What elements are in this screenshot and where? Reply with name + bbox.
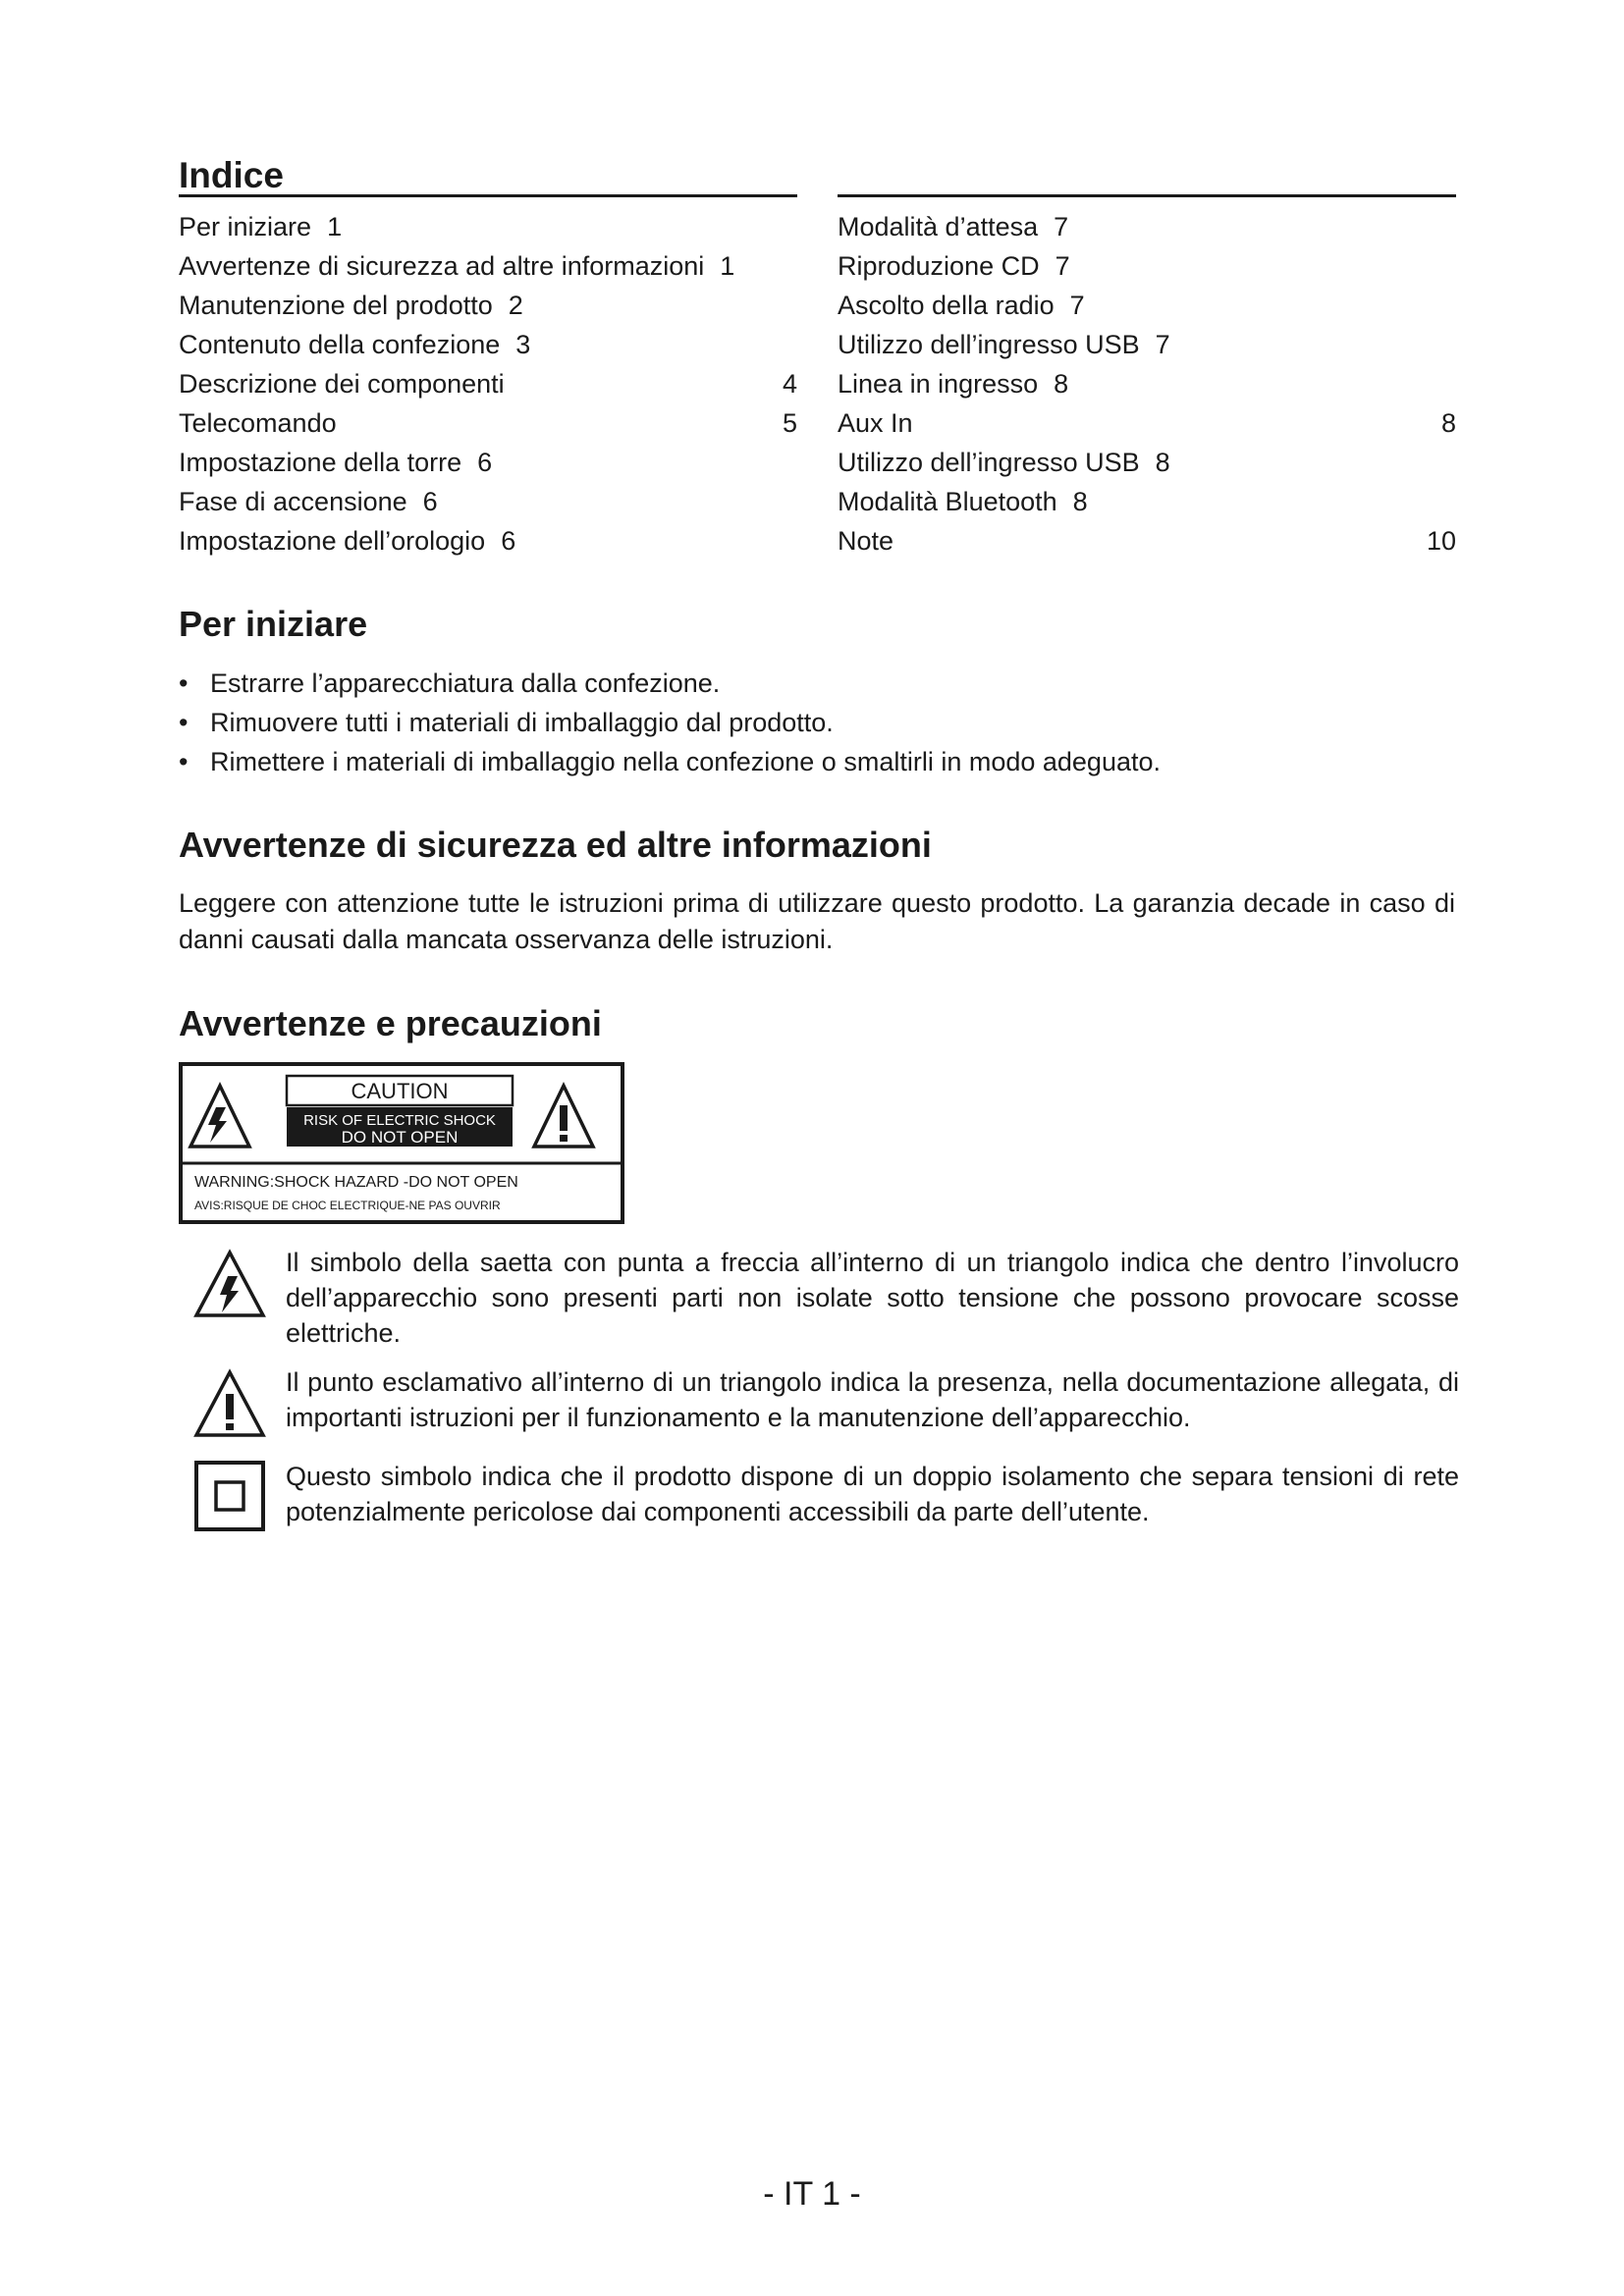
toc-entry: Contenuto della confezione 3 [179, 330, 531, 359]
toc-entry: Per iniziare 1 [179, 212, 343, 241]
page-number: - IT 1 - [763, 2175, 861, 2213]
symbol-row-exclamation [192, 1364, 1459, 1435]
avis-text: AVIS:RISQUE DE CHOC ELECTRIQUE-NE PAS OUVRIR [194, 1199, 501, 1212]
do-not-open-text: DO NOT OPEN [341, 1128, 459, 1147]
risk-text: RISK OF ELECTRIC SHOCK [303, 1112, 496, 1129]
toc-entry: Manutenzione del prodotto 2 [179, 291, 523, 320]
caution-label [179, 1062, 624, 1224]
lightning-triangle-icon [192, 1245, 267, 1319]
symbol-description: Il punto esclamativo all’interno di un triangolo indica la presenza, nella documentazione allegata, di importanti istruzioni per il funzionamento e la manutenzione dell’apparecchio. [286, 1367, 1459, 1432]
toc-entry: Impostazione dell’orologio 6 [179, 526, 516, 556]
toc-entry: Aux In 8 [838, 408, 1456, 438]
toc-entry: Modalità Bluetooth 8 [838, 487, 1088, 516]
symbol-description: Questo simbolo indica che il prodotto dispone di un doppio isolamento che separa tensioni di rete potenzialmente pericolose dai componenti accessibili da parte dell’utente. [286, 1462, 1459, 1526]
toc-entry: Descrizione dei componenti 4 [179, 369, 797, 399]
toc-right-column [838, 157, 1456, 561]
list-item: • Rimuovere tutti i materiali di imballaggio dal prodotto. [179, 708, 834, 737]
toc-entry: Utilizzo dell’ingresso USB 8 [838, 448, 1170, 477]
warning-text: WARNING:SHOCK HAZARD -DO NOT OPEN [194, 1174, 518, 1191]
safety-heading: Avvertenze di sicurezza ed altre informazioni [179, 825, 932, 865]
toc-entry: Impostazione della torre 6 [179, 448, 493, 477]
symbol-row-double-insulation [192, 1459, 1459, 1529]
toc-left-column [179, 157, 797, 561]
toc-entry: Ascolto della radio 7 [838, 291, 1085, 320]
toc-title: Indice [179, 155, 284, 195]
toc-entry: Linea in ingresso 8 [838, 369, 1069, 399]
toc-right-list [838, 207, 1456, 561]
warnings-heading: Avvertenze e precauzioni [179, 1003, 602, 1043]
toc-left-list [179, 207, 797, 561]
list-item: • Rimettere i materiali di imballaggio nella confezione o smaltirli in modo adeguato. [179, 747, 1161, 776]
getting-started-list [179, 664, 1161, 781]
toc-entry: Telecomando 5 [179, 408, 797, 438]
toc-entry: Utilizzo dell’ingresso USB 7 [838, 330, 1170, 359]
exclamation-triangle-icon [192, 1364, 267, 1439]
safety-paragraph: Leggere con attenzione tutte le istruzioni prima di utilizzare questo prodotto. La garanzia decade in caso di danni causati dalla mancata osservanza delle istruzioni. [179, 888, 1455, 954]
getting-started-heading: Per iniziare [179, 604, 368, 644]
list-item: • Estrarre l’apparecchiatura dalla confezione. [179, 668, 721, 698]
toc-entry: Avvertenze di sicurezza ad altre informazioni 1 [179, 251, 735, 281]
toc-entry: Note 10 [838, 526, 1456, 556]
toc-entry: Riproduzione CD 7 [838, 251, 1070, 281]
toc-entry: Modalità d’attesa 7 [838, 212, 1069, 241]
toc-entry: Fase di accensione 6 [179, 487, 438, 516]
toc-right-rule [838, 194, 1456, 197]
symbol-row-lightning [192, 1245, 1459, 1351]
symbol-description: Il simbolo della saetta con punta a freccia all’interno di un triangolo indica che dentro l’involucro dell’apparecchio sono presenti parti non isolate sotto tensione che possono provocare scosse elettriche. [286, 1248, 1459, 1348]
caution-text: CAUTION [351, 1079, 449, 1103]
double-insulation-icon [192, 1459, 267, 1533]
